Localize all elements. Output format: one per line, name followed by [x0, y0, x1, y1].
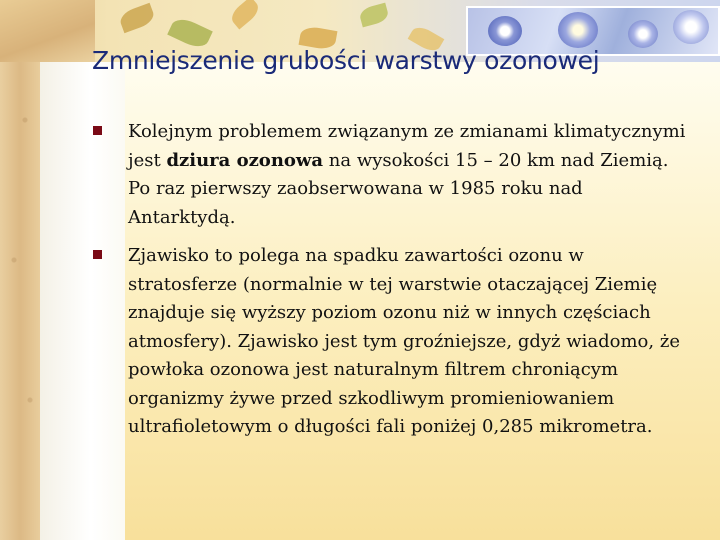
- flower-decoration: [488, 16, 522, 46]
- square-bullet-icon: [93, 126, 102, 135]
- flower-decoration: [628, 20, 658, 48]
- bullet-item: [92, 242, 692, 442]
- flower-decoration: [673, 10, 709, 44]
- slide-title: Zmniejszenie grubości warstwy ozonowej: [92, 46, 600, 75]
- bullet-text: [128, 118, 692, 232]
- bullet-text-part: Kolejnym problemem związanym ze zmianami klimatycznymi jest: [128, 121, 686, 171]
- bullet-item: [92, 118, 692, 232]
- flower-decoration: [558, 12, 598, 48]
- bullet-list: [92, 118, 692, 452]
- bullet-text-part: na wysokości 15 – 20 km nad Ziemią. Po raz pierwszy zaobserwowana w 1985 roku nad Antarktydą.: [128, 149, 669, 228]
- paper-texture-strip: [0, 0, 40, 540]
- square-bullet-icon: [93, 250, 102, 259]
- leaf-decoration: [358, 3, 390, 28]
- leaf-decoration: [118, 3, 157, 33]
- paper-corner: [0, 0, 95, 62]
- bullet-text: Zjawisko to polega na spadku zawartości ozonu w stratosferze (normalnie w tej warstwie otaczającej Ziemię znajduje się wyższy poziom ozonu niż w innych częściach atmosfery). Zjawisko jest tym groźniejsze, gdyż wiadomo, że powłoka ozonowa jest naturalnym filtrem chroniącym organizmy żywe przed szkodliwym promieniowaniem ultrafioletowym o długości fali poniżej 0,285 mikrometra.: [128, 245, 680, 437]
- leaf-decoration: [228, 0, 263, 30]
- bold-term: dziura ozonowa: [166, 149, 324, 171]
